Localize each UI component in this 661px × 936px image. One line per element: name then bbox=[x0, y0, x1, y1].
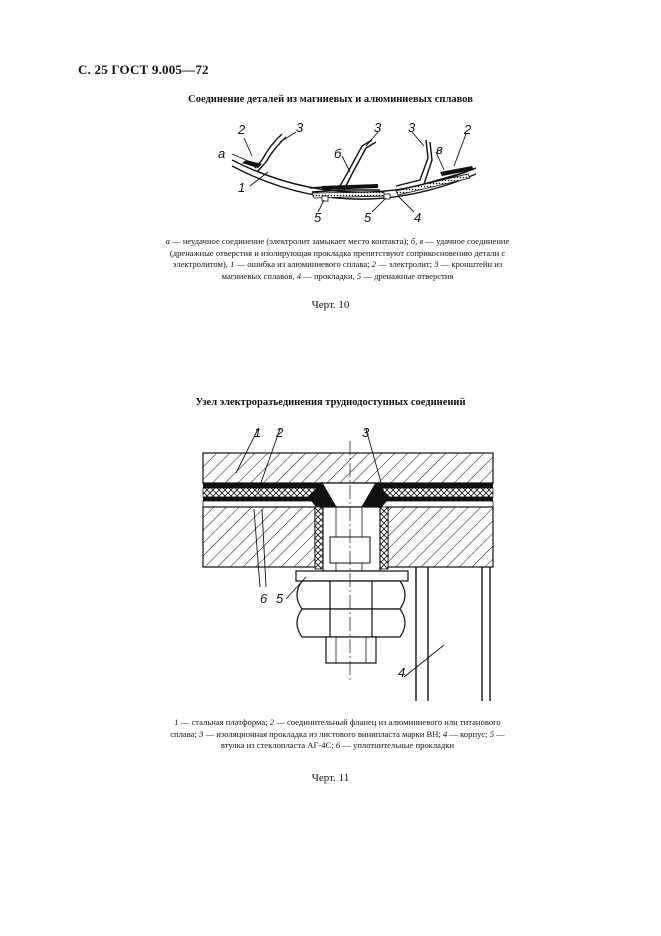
callout-1: 1 bbox=[254, 425, 262, 440]
caption-segment: — уплотнительные прокладки bbox=[340, 740, 455, 751]
caption-segment: — дренажные отверстия bbox=[361, 270, 454, 281]
gasket-right bbox=[396, 174, 470, 195]
caption-segment: — изоляционная прокладка из листового винипласта марки ВН; bbox=[203, 728, 443, 739]
callout-5-right: 5 bbox=[364, 210, 372, 225]
caption-segment: — втулка из стеклопласта АГ-4С; bbox=[220, 728, 505, 751]
figure-11-label: Черт. 11 bbox=[311, 772, 350, 784]
caption-segment: — электролит; bbox=[376, 259, 435, 270]
caption-segment: — кронштейн из магниевых сплавов, bbox=[221, 259, 503, 281]
caption-segment: 2 bbox=[371, 259, 377, 270]
caption-segment: 5 bbox=[356, 270, 362, 281]
caption-segment: — стальная платформа; bbox=[178, 717, 270, 727]
figure-10-title: Соединение деталей из магниевых и алюминиевых сплавов bbox=[188, 94, 473, 105]
callout-3: 3 bbox=[362, 425, 370, 440]
callout-3-right: 3 bbox=[408, 120, 416, 135]
caption-segment: 1 bbox=[174, 717, 179, 727]
bolt-end bbox=[326, 637, 376, 663]
callout-v: в bbox=[436, 142, 443, 157]
caption-segment: 1 bbox=[230, 259, 235, 270]
caption-segment: 4 bbox=[442, 728, 448, 739]
caption-segment: — соединительный фланец из алюминиевого или титанового сплава; bbox=[170, 717, 501, 739]
housing bbox=[416, 567, 490, 701]
caption-segment: 3 bbox=[199, 728, 204, 739]
page-header: С. 25 ГОСТ 9.005—72 bbox=[78, 62, 209, 77]
callout-a: а bbox=[218, 146, 226, 161]
caption-segment: — ошибка из алюминиевого сплава; bbox=[234, 259, 372, 270]
lower-plate-left bbox=[203, 507, 315, 567]
caption-segment: — неудачное соединение (электролит замыкает место контакта); bbox=[169, 236, 411, 246]
drain-hole-left bbox=[322, 196, 328, 201]
figure-11-title: Узел электроразъединения труднодоступных соединений bbox=[195, 397, 466, 408]
caption-segment: — прокладки, bbox=[301, 270, 357, 281]
caption-segment: 5 bbox=[489, 728, 495, 739]
electrolyte-middle bbox=[322, 184, 378, 190]
caption-segment: а bbox=[165, 236, 170, 246]
figure-10-drawing bbox=[0, 110, 661, 250]
callout-1: 1 bbox=[238, 180, 246, 195]
caption-segment: 4 bbox=[296, 270, 302, 281]
callout-2-right: 2 bbox=[464, 122, 472, 137]
bushing-right bbox=[380, 507, 388, 569]
callout-b: б bbox=[334, 146, 342, 161]
figure-10-caption bbox=[160, 236, 515, 282]
callout-3-left: 3 bbox=[296, 120, 304, 135]
nut bbox=[297, 581, 405, 637]
caption-segment: — удачное соединение (дренажные отверстия и изолирующая прокладка препятствуют соприкосновению детали с электролитом), bbox=[169, 236, 510, 270]
caption-segment: — корпус; bbox=[447, 728, 490, 739]
figure-10-label: Черт. 10 bbox=[311, 299, 350, 311]
figure-11-drawing bbox=[0, 415, 661, 715]
callout-6: 6 bbox=[260, 591, 268, 606]
figure-11-caption bbox=[160, 717, 515, 752]
callout-3-middle: 3 bbox=[374, 120, 382, 135]
callout-4: 4 bbox=[398, 665, 406, 680]
callout-2-left: 2 bbox=[238, 122, 246, 137]
drain-hole-right bbox=[384, 194, 390, 199]
washer bbox=[296, 571, 408, 581]
bushing-left bbox=[315, 507, 323, 569]
caption-segment: 3 bbox=[434, 259, 439, 270]
callout-2: 2 bbox=[276, 425, 284, 440]
caption-segment: 6 bbox=[335, 740, 341, 751]
lower-plate-right bbox=[388, 507, 493, 567]
callout-4: 4 bbox=[414, 210, 422, 225]
callout-5-left: 5 bbox=[314, 210, 322, 225]
caption-segment: 2 bbox=[269, 717, 275, 727]
bracket-middle bbox=[310, 140, 380, 192]
callout-5: 5 bbox=[276, 591, 284, 606]
caption-segment: б, в bbox=[410, 236, 424, 246]
steel-platform bbox=[203, 453, 493, 483]
